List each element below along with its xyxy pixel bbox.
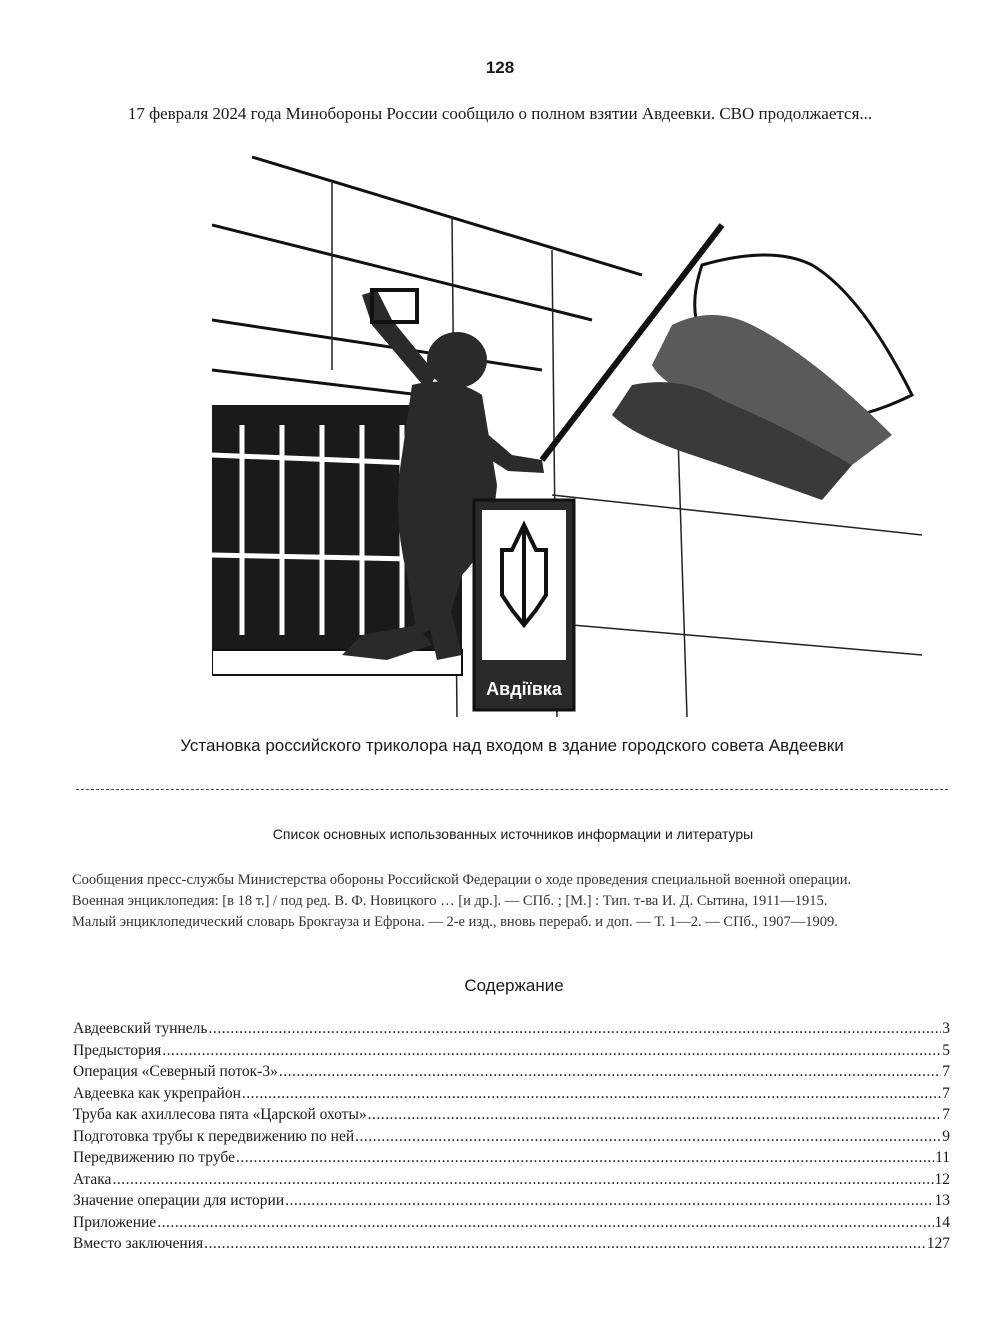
source-item: Сообщения пресс-службы Министерства обороны Российской Федерации о ходе проведения специальной военной операции. [72,872,852,888]
toc-leader [242,1085,941,1103]
sources-list [72,870,972,933]
toc-entry-page: 13 [934,1192,950,1209]
photo-caption: Установка российского триколора над входом в здание городского совета Авдеевки [180,736,844,755]
toc-entry-page: 7 [942,1084,950,1102]
sources-title: Список основных использованных источников информации и литературы [272,826,754,842]
toc-leader [162,1042,941,1060]
toc-leader [236,1149,934,1167]
photo-flag-raising [212,155,922,717]
toc-title: Содержание [464,976,564,995]
toc-entry [73,1235,950,1257]
toc-entry-label: Авдеевка как укрепрайон [73,1084,241,1102]
source-item: Малый энциклопедический словарь Брокгауза и Ефрона. — 2-е изд., вновь перераб. и доп. — Т. 1—2. — СПб., 1907—1909. [72,914,838,930]
toc-entry-label: Передвижению по трубе [73,1149,235,1166]
toc-entry-page: 5 [942,1041,950,1059]
toc-entry-page: 11 [935,1149,950,1166]
table-of-contents [73,1020,950,1257]
toc-entry [73,1106,950,1128]
section-divider [76,789,948,790]
toc-entry [73,1149,950,1171]
toc-entry [73,1171,950,1193]
toc-leader [285,1192,933,1210]
toc-leader [112,1171,933,1189]
toc-entry-page: 12 [934,1170,950,1188]
toc-entry [73,1128,950,1150]
toc-entry-label: Атака [73,1170,112,1188]
toc-entry-page: 9 [942,1127,950,1145]
toc-entry-label: Вместо заключения [73,1235,204,1252]
toc-entry-page: 14 [934,1213,950,1231]
toc-entry-label: Авдеевский туннель [73,1020,208,1037]
toc-entry-label: Предыстория [73,1041,162,1059]
toc-leader [204,1235,926,1253]
toc-leader [368,1106,942,1124]
toc-entry [73,1063,950,1085]
toc-entry-page: 3 [942,1020,950,1037]
toc-entry-page: 127 [926,1235,950,1252]
toc-leader [355,1128,941,1146]
toc-entry-page: 7 [942,1063,950,1080]
source-item: Военная энциклопедия: [в 18 т.] / под ред. В. Ф. Новицкого … [и др.]. — СПб. ; [М.] : Тип. т-ва И. Д. Сытина, 1911—1915. [72,893,828,909]
toc-entry-label: Операция «Северный поток-3» [73,1063,278,1080]
toc-entry-page: 7 [942,1106,950,1123]
toc-entry [73,1214,950,1236]
sign-text: Авдіївка [486,679,562,699]
toc-entry [73,1020,950,1042]
toc-entry-label: Труба как ахиллесова пята «Царской охоты» [73,1106,367,1123]
lead-text: 17 февраля 2024 года Минобороны России сообщило о полном взятии Авдеевки. СВО продолжается... [127,104,873,123]
toc-leader [208,1020,941,1038]
toc-leader [157,1214,933,1232]
toc-entry-label: Подготовка трубы к передвижению по ней [73,1127,355,1145]
toc-leader [279,1063,941,1081]
page-number: 128 [485,58,515,77]
toc-entry-label: Приложение [73,1213,157,1231]
toc-entry-label: Значение операции для истории [73,1192,285,1209]
toc-entry [73,1192,950,1214]
toc-entry [73,1042,950,1064]
toc-entry [73,1085,950,1107]
